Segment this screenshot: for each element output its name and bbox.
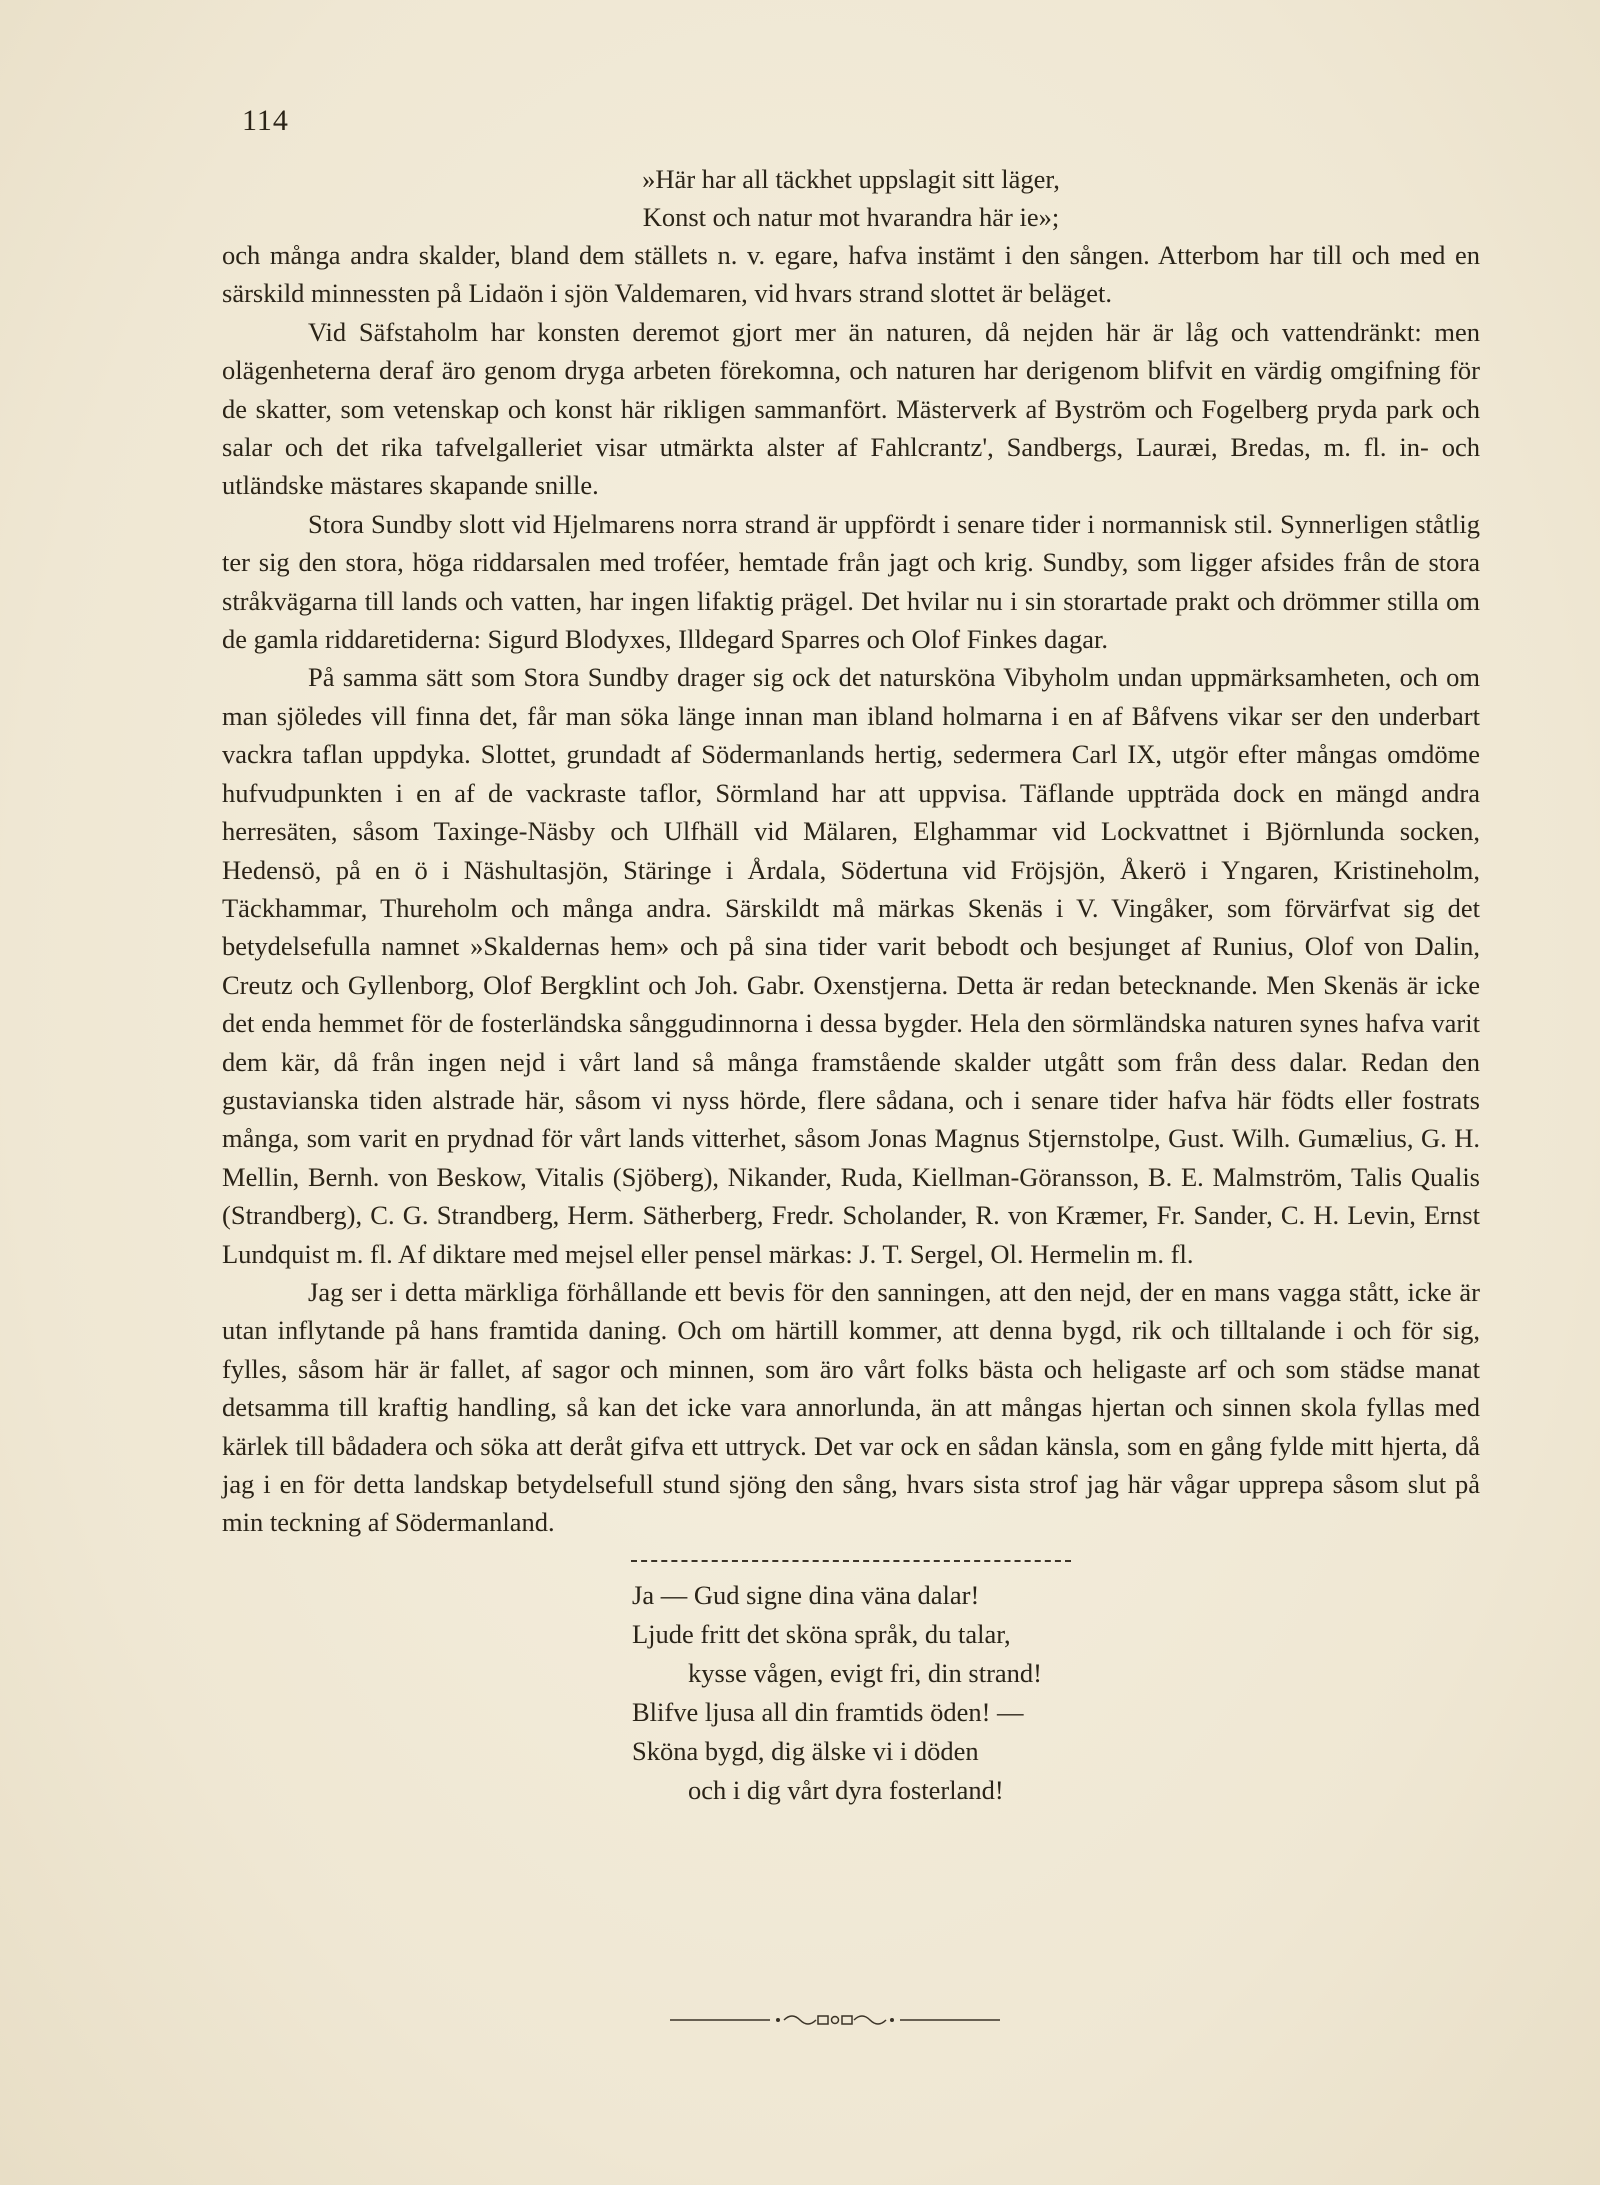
dashed-divider (631, 1560, 1071, 1562)
quoted-motto (222, 160, 1480, 236)
end-ornament-icon (670, 2010, 1000, 2030)
paragraph: och många andra skalder, bland dem ställets n. v. egare, hafva instämt i den sången. Atterbom har till och med en särskild minnessten på Lidaön i sjön Valdemaren, vid hvars strand slottet är beläget. (222, 240, 1480, 309)
poem-line: kysse vågen, evigt fri, din strand! (688, 1657, 1042, 1688)
poem-line: Ljude fritt det sköna språk, du talar, (632, 1618, 1011, 1649)
motto-line: Konst och natur mot hvarandra här ie»; (642, 202, 1060, 232)
page-content (222, 160, 1480, 1810)
page-number: 114 (242, 104, 289, 137)
poem-line: Blifve ljusa all din framtids öden! — (632, 1696, 1024, 1727)
poem-line: Sköna bygd, dig älske vi i döden (632, 1735, 979, 1766)
paragraph: På samma sätt som Stora Sundby drager sig ock det natursköna Vibyholm undan uppmärksamheten, och om man sjöledes vill finna det, får man söka länge innan man ibland holmarna i en af Båfvens vikar ser den underbart vackra taflan uppdyka. Slottet, grundadt af Södermanlands hertig, sedermera Carl IX, utgör efter mångas omdöme hufvudpunkten i en af de vackraste taflor, Sörmland har att uppvisa. Täflande uppträda dock en mängd andra herresäten, såsom Taxinge-Näsby och Ulfhäll vid Mälaren, Elghammar vid Lockvattnet i Björnlunda socken, Hedensö, på en ö i Näshultasjön, Stäringe i Årdala, Södertuna vid Fröjsjön, Åkerö i Yngaren, Kristineholm, Täckhammar, Thureholm och många andra. Särskildt må märkas Skenäs i V. Vingåker, som förvärfvat sig det betydelsefulla namnet »Skaldernas hem» och på sina tider varit bebodt och besjunget af Runius, Olof von Dalin, Creutz och Gyllenborg, Olof Bergklint och Joh. Gabr. Oxenstjerna. Detta är redan betecknande. Men Skenäs är icke det enda hemmet för de fosterländska sånggudinnorna i dessa bygder. Hela den sörmländska naturen synes hafva varit dem kär, då från ingen nejd i vårt land så många framstående skalder utgått som från dess dalar. Redan den gustavianska tiden alstrade här, såsom vi nyss hörde, flere sådana, och i senare tider hafva här födts eller fostrats många, som varit en prydnad för vårt lands vitterhet, såsom Jonas Magnus Stjernstolpe, Gust. Wilh. Gumælius, G. H. Mellin, Bernh. von Beskow, Vitalis (Sjöberg), Nikander, Ruda, Kiellman-Göransson, B. E. Malmström, Talis Qualis (Strandberg), C. G. Strandberg, Herm. Sätherberg, Fredr. Scholander, R. von Kræmer, Fr. Sander, C. H. Levin, Ernst Lundquist m. fl. Af diktare med mejsel eller pensel märkas: J. T. Sergel, Ol. Hermelin m. fl. (222, 662, 1480, 1269)
poem-stanza (632, 1576, 1480, 1810)
paragraph: Stora Sundby slott vid Hjelmarens norra strand är uppfördt i senare tider i normannisk stil. Synnerligen ståtlig ter sig den stora, höga riddarsalen med troféer, hemtade från jagt och krig. Sundby, som ligger afsides från de stora stråkvägarna till lands och vatten, har ingen lifaktig prägel. Det hvilar nu i sin storartade prakt och drömmer stilla om de gamla riddaretiderna: Sigurd Blodyxes, Illdegard Sparres och Olof Finkes dagar. (222, 508, 1480, 655)
paragraph: Vid Säfstaholm har konsten deremot gjort mer än naturen, då nejden här är låg och vattendränkt: men olägenheterna deraf äro genom dryga arbeten förekomna, och naturen har derigenom blifvit en värdig omgifning för de skatter, som vetenskap och konst här rikligen sammanfört. Mästerverk af Byström och Fogelberg pryda park och salar och det rika tafvelgalleriet visar utmärkta alster af Fahlcrantz', Sandbergs, Lauræi, Bredas, m. fl. in- och utländske mästares skapande snille. (222, 316, 1480, 501)
paragraph: Jag ser i detta märkliga förhållande ett bevis för den sanningen, att den nejd, der en mans vagga stått, icke är utan inflytande på hans framtida daning. Och om härtill kommer, att denna bygd, rik och tilltalande i och för sig, fylles, såsom här är fallet, af sagor och minnen, som äro vårt folks bästa och heligaste arf och som städse manat detsamma till kraftig handling, så kan det icke vara annorlunda, än att mångas hjertan och sinnen skola fyllas med kärlek till bådadera och söka att deråt gifva ett uttryck. Det var ock en sådan känsla, som en gång fylde mitt hjerta, då jag i en för detta landskap betydelsefull stund sjöng den sång, hvars sista strof jag här vågar upprepa såsom slut på min teckning af Södermanland. (222, 1276, 1480, 1538)
motto-line: »Här har all täckhet uppslagit sitt läger, (642, 164, 1060, 194)
poem-line: och i dig vårt dyra fosterland! (688, 1774, 1004, 1805)
poem-line: Ja — Gud signe dina väna dalar! (632, 1579, 980, 1610)
